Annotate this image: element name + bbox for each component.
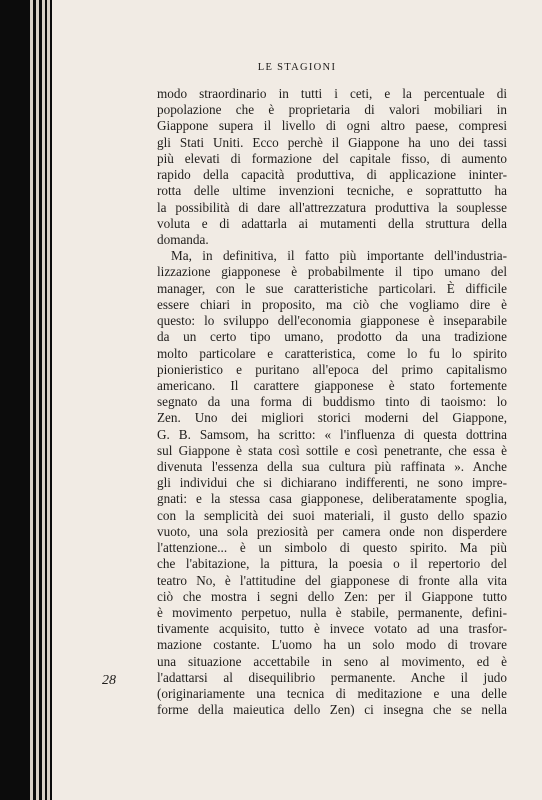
text-line: è movimento perpetuo, nulla è stabile, permanente, defini- (157, 605, 507, 620)
text-line: l'adattarsi al disequilibrio permanente. Anche il judo (157, 669, 507, 685)
text-line: più elevati di formazione del capitale fisso, di aumento (157, 150, 507, 166)
text-line: essere chiari in proposito, ma ciò che vogliamo dire è (157, 296, 507, 312)
text-line: divenuta l'essenza della sua cultura più raffinata ». Anche (157, 459, 507, 475)
text-line: sul Giappone è stata così sottile e così penetrante, che essa è (157, 442, 507, 458)
text-line: vuoto, una sola preziosità per camera onde non disperdere (157, 523, 507, 539)
text-line: la possibilità di dare all'attrezzatura produttiva la souplesse (157, 199, 507, 215)
page-stack-edge (36, 0, 39, 800)
text-line: Ma, in definitiva, il fatto più importante dell'industria- (171, 248, 507, 264)
text-line: forme della maieutica dello Zen) ci insegna che se nella (157, 702, 507, 718)
text-line: manager, con le sue caratteristiche particolari. È difficile (157, 280, 507, 296)
text-line: questo: lo sviluppo dell'economia giapponese è inseparabile (157, 313, 507, 329)
text-line: domanda. (157, 231, 209, 247)
text-line: modo straordinario in tutti i ceti, e la percentuale di (157, 86, 507, 101)
page-stack-edge (42, 0, 45, 800)
text-line: molto particolare e caratteristica, come lo fu lo spirito (157, 345, 507, 361)
text-line: popolazione che è proprietaria di valori mobiliari in (157, 102, 507, 118)
text-line: l'attenzione... è un simbolo di questo spirito. Ma più (157, 540, 507, 556)
running-head: LE STAGIONI (257, 62, 337, 73)
page-stack-edge (47, 0, 50, 800)
text-line: con la semplicità dei suoi materiali, il gusto dello spazio (157, 507, 507, 523)
text-line: pionieristico e puritano all'epoca del primo capitalismo (157, 361, 507, 377)
text-line: rapido della capacità produttiva, di applicazione ininter- (157, 167, 507, 183)
text-line: Giappone supera il livello di ogni altro paese, compresi (157, 118, 507, 134)
text-line: americano. Il carattere giapponese è stato fortemente (157, 377, 507, 393)
page-number: 28 (102, 673, 116, 688)
text-line: tivamente acquisito, tutto è invece votato ad una trasfor- (157, 621, 507, 637)
book-page (52, 0, 542, 800)
text-line: da un certo tipo umano, prodotto da una tradizione (157, 329, 507, 345)
text-line: segnato da una forma di buddismo tinto di taoismo: lo (157, 394, 507, 410)
text-line: che l'abitazione, la pittura, la poesia o il repertorio del (157, 556, 507, 572)
text-line: mazione costante. L'uomo ha un solo modo di trovare (157, 637, 507, 653)
text-line: una situazione accettabile in seno al movimento, ed è (157, 653, 507, 669)
page-stack-edge (30, 0, 33, 800)
text-line: gnati: e la stessa casa giapponese, deliberatamente spoglia, (157, 491, 507, 507)
text-line: rotta delle ultime invenzioni tecniche, e soprattutto ha (157, 183, 507, 199)
text-line: ciò che mostra i segni dello Zen: per il Giappone tutto (157, 588, 507, 604)
text-line: G. B. Samsom, ha scritto: « l'influenza di questa dottrina (157, 426, 507, 442)
text-line: Zen. Uno dei migliori storici moderni del Giappone, (157, 410, 507, 426)
text-line: teatro No, è l'attitudine del giapponese di fronte alla vita (157, 572, 507, 588)
text-line: lizzazione giapponese è probabilmente il tipo umano del (157, 264, 507, 280)
text-line: voluta e di adattarla ai mutamenti della struttura della (157, 215, 507, 231)
text-line: gli Stati Uniti. Ecco perchè il Giappone ha uno dei tassi (157, 134, 507, 150)
text-line: (originariamente una tecnica di meditazione e una delle (157, 686, 507, 702)
text-line: gli individui che si dichiarano indifferenti, ne sono impre- (157, 475, 507, 491)
body-text (157, 86, 507, 719)
